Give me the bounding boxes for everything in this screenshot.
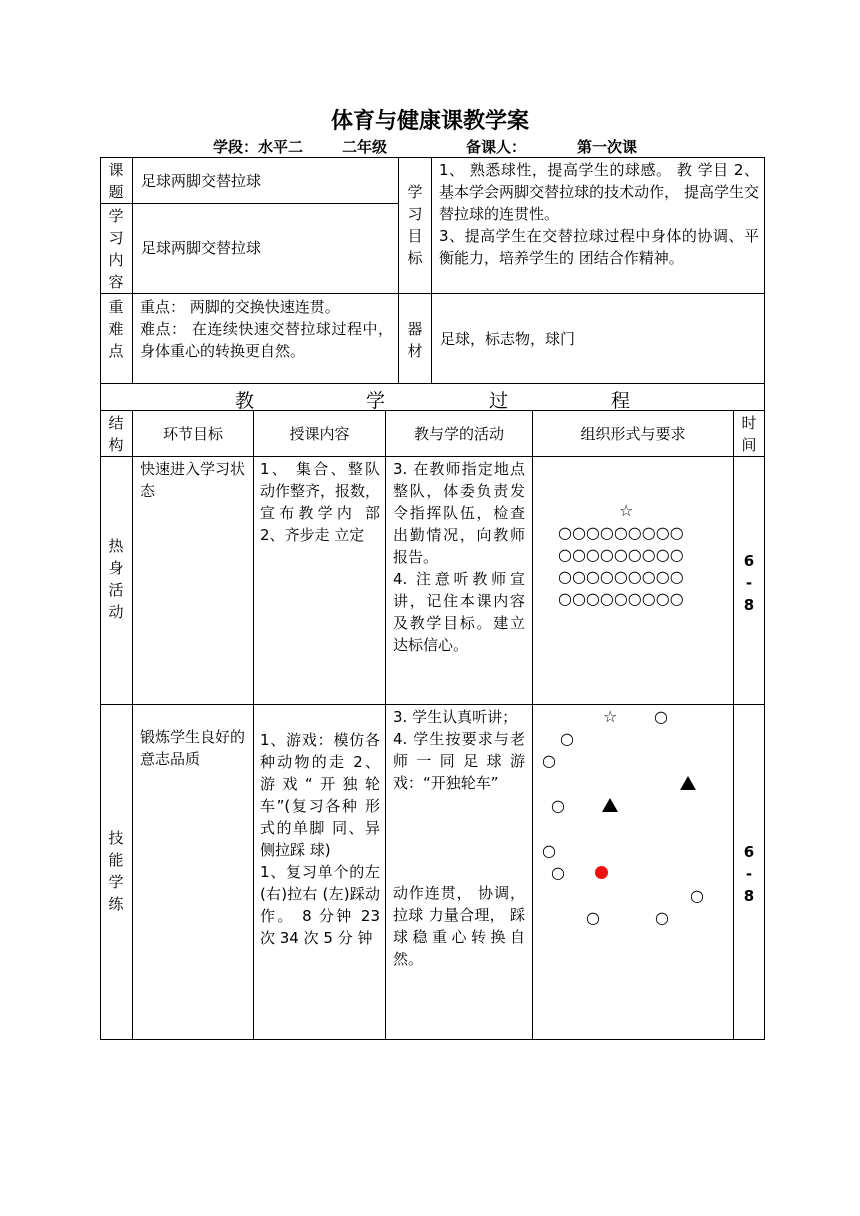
row2-structure: 技 能 学 练 [108,829,124,913]
topic-value: 足球两脚交替拉球 [141,172,262,190]
stage-label: 学段：水平二 [213,138,304,156]
preparer-label: 备课人： [466,138,527,156]
student-circle-icon: ○ [542,841,556,860]
process-heading-char-2: 学 [366,390,386,412]
row1-activity: 3. 在教师指定地点整队，体委负责发令指挥队伍，检查出勤情况，向教师报告。 4. 注意听教师宣讲，记住本课内容及教学目标。建立达标信心。 [393,460,525,654]
content-value: 足球两脚交替拉球 [141,239,262,257]
ball-red-dot-icon [595,866,608,879]
process-heading-char-3: 过 [489,390,509,412]
formation-row: ○○○○○○○○○ [558,523,684,542]
row2-activity-requirements: 动作连贯， 协调，拉球 力量合理， 踩球稳重心转换自然。 [393,884,525,968]
row1-time: 6 - 8 [743,552,755,614]
grade-label: 二年级 [342,138,388,156]
student-circle-icon: ○ [551,863,565,882]
teacher-star-icon: ☆ [619,501,634,520]
header-time: 时 间 [741,414,757,454]
student-circle-icon: ○ [560,729,574,748]
key-points-label: 重 难 点 [108,298,124,360]
goal-label: 学 习 目 标 [407,183,423,267]
header-organization: 组织形式与要求 [580,425,686,443]
row1-structure: 热 身 活 动 [108,537,124,621]
student-circle-icon: ○ [690,886,704,905]
student-circle-icon: ○ [586,908,600,927]
goals-value: 1、 熟悉球性，提高学生的球感。 教 学目 2、 基本学会两脚交替拉球的技术动作， 提高学生交替拉球的连贯性。 3、提高学生在交替拉球过程中身体的协调、平衡能力，培养学生的 团结合作精神。 [439,161,759,267]
row1-content: 1、 集合、整队 动作整齐，报数，宣布教学内 部 2、齐步走 立定 [260,460,381,544]
row1-goal: 快速进入学习状态 [140,460,246,500]
process-heading-char-1: 教 [235,390,255,412]
row2-activity: 3. 学生认真听讲； 4. 学生按要求与老师一同足球游戏：“开独轮车” [393,708,525,792]
row2-goal: 锻炼学生良好的意志品质 [140,728,246,768]
formation-row: ○○○○○○○○○ [558,567,684,586]
equipment-value: 足球，标志物，球门 [440,330,576,348]
student-circle-icon: ○ [654,707,668,726]
content-label: 学 习 内 容 [108,207,124,291]
page-title: 体育与健康课教学案 [330,108,529,134]
teacher-star-icon: ☆ [603,707,618,726]
formation-row: ○○○○○○○○○ [558,545,684,564]
equipment-label: 器 材 [407,320,423,360]
student-circle-icon: ○ [655,908,669,927]
header-structure: 结 构 [108,414,124,454]
session-label: 第一次课 [577,138,638,156]
row2-time: 6 - 8 [743,843,755,905]
header-goal: 环节目标 [162,425,223,443]
header-activity: 教与学的活动 [413,425,504,443]
formation-row: ○○○○○○○○○ [558,589,684,608]
student-circle-icon: ○ [551,796,565,815]
key-points-value: 重点： 两脚的交换快速连贯。 难点： 在连续快速交替拉球过程中， 身体重心的转换更自然。 [140,298,393,360]
row2-content: 1、游戏：模仿各种动物的走 2、 游戏“开独轮 车”(复习各种 形式的单脚 同、异侧拉踩 球) 1、复习单个的左(右)拉右 (左)踩动作。 8 分钟 23 次 34 次 5 分 钟 [260,731,380,947]
topic-label: 课 题 [108,161,124,201]
header-content: 授课内容 [289,425,350,443]
process-heading-char-4: 程 [611,390,631,412]
formation-grid [558,522,728,610]
student-circle-icon: ○ [542,751,556,770]
marker-triangle-icon [680,776,696,790]
marker-triangle-icon [602,798,618,812]
